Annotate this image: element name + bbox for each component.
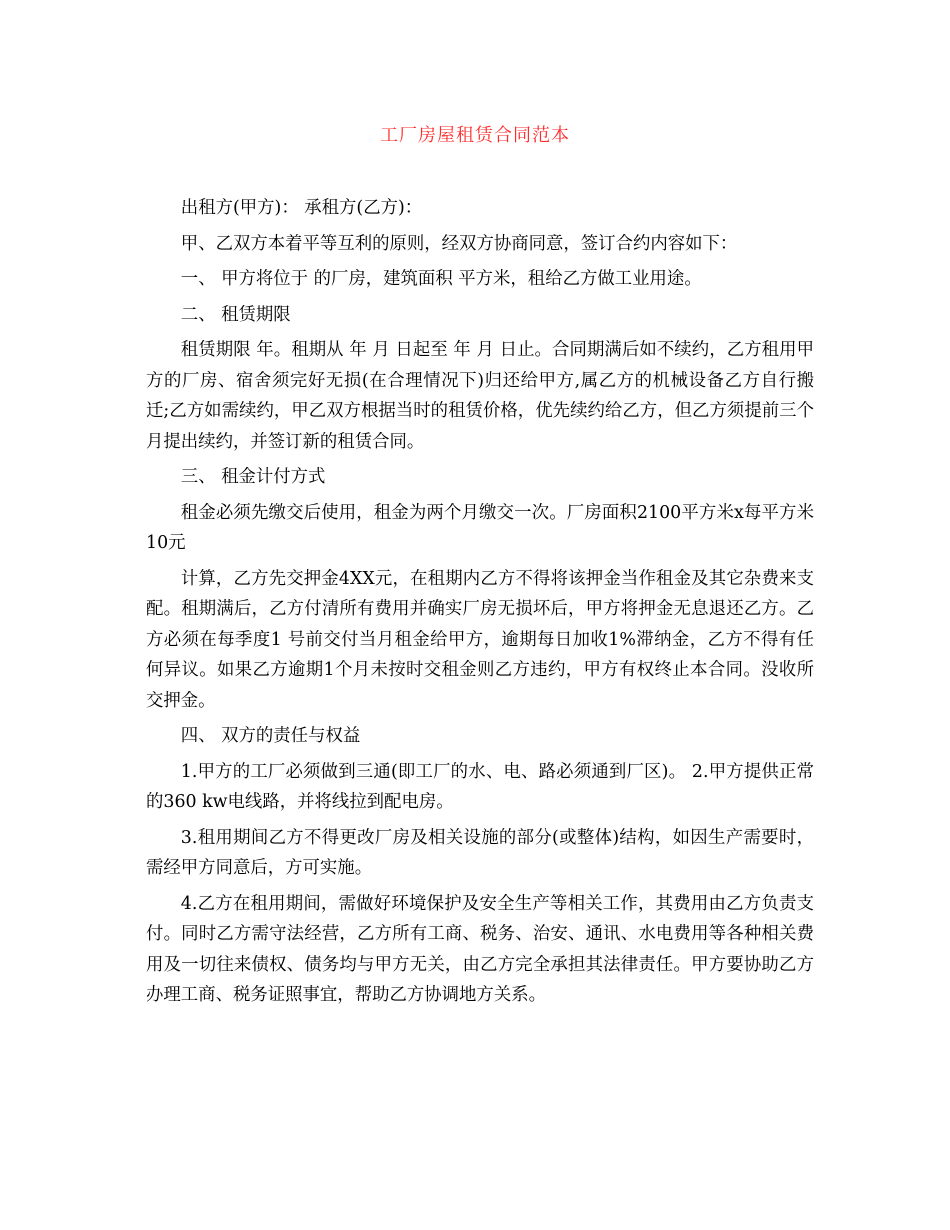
document-body xyxy=(146,193,814,1016)
paragraph-parties: 出租方(甲方)： 承租方(乙方)： xyxy=(180,198,423,218)
document-title: 工厂房屋租赁合同范本 xyxy=(380,125,570,146)
paragraph-lease-term: 租赁期限 年。租期从 年 月 日起至 年 月 日止。合同期满后如不续约，乙方租用甲方的厂房、宿舍须完好无损(在合理情况下)归还给甲方,属乙方的机械设备乙方自行搬迁;乙方如需续约，甲乙双方根据当时的租赁价格，优先续约给乙方，但乙方须提前三个月提出续约，并签订新的租赁合同。 xyxy=(146,340,814,452)
paragraph-rent-calculation: 计算，乙方先交押金4XX元，在租期内乙方不得将该押金当作租金及其它杂费来支配。租期满后，乙方付清所有费用并确实厂房无损坏后，甲方将押金无息退还乙方。乙方必须在每季度1 号前交付当月租金给甲方，逾期每日加收1%滞纳金，乙方不得有任何异议。如果乙方逾期1个月未按时交租金则乙方违约，甲方有权终止本合同。没收所交押金。 xyxy=(146,568,814,711)
section-heading-rent-payment: 三、 租金计付方式 xyxy=(180,467,326,487)
paragraph-responsibility-4: 4.乙方在租用期间，需做好环境保护及安全生产等相关工作，其费用由乙方负责支付。同时乙方需守法经营，乙方所有工商、税务、治安、通讯、水电费用等各种相关费用及一切往来债权、债务均与甲方无关，由乙方完全承担其法律责任。甲方要协助乙方办理工商、税务证照事宜，帮助乙方协调地方关系。 xyxy=(146,893,814,1005)
section-heading-lease-term: 二、 租赁期限 xyxy=(180,304,291,325)
paragraph-clause-1: 一、 甲方将位于 的厂房，建筑面积 平方米，租给乙方做工业用途。 xyxy=(180,269,702,289)
section-heading-responsibilities: 四、 双方的责任与权益 xyxy=(180,726,361,746)
paragraph-rent-payment: 租金必须先缴交后使用，租金为两个月缴交一次。厂房面积2100平方米x每平方米10元 xyxy=(146,502,814,553)
paragraph-responsibility-1-2: 1.甲方的工厂必须做到三通(即工厂的水、电、路必须通到厂区)。 2.甲方提供正常的360 kw电线路，并将线拉到配电房。 xyxy=(146,761,814,812)
paragraph-preamble: 甲、乙双方本着平等互利的原则，经双方协商同意，签订合约内容如下： xyxy=(180,233,738,254)
paragraph-responsibility-3: 3.租用期间乙方不得更改厂房及相关设施的部分(或整体)结构，如因生产需要时，需经甲方同意后，方可实施。 xyxy=(146,827,814,878)
